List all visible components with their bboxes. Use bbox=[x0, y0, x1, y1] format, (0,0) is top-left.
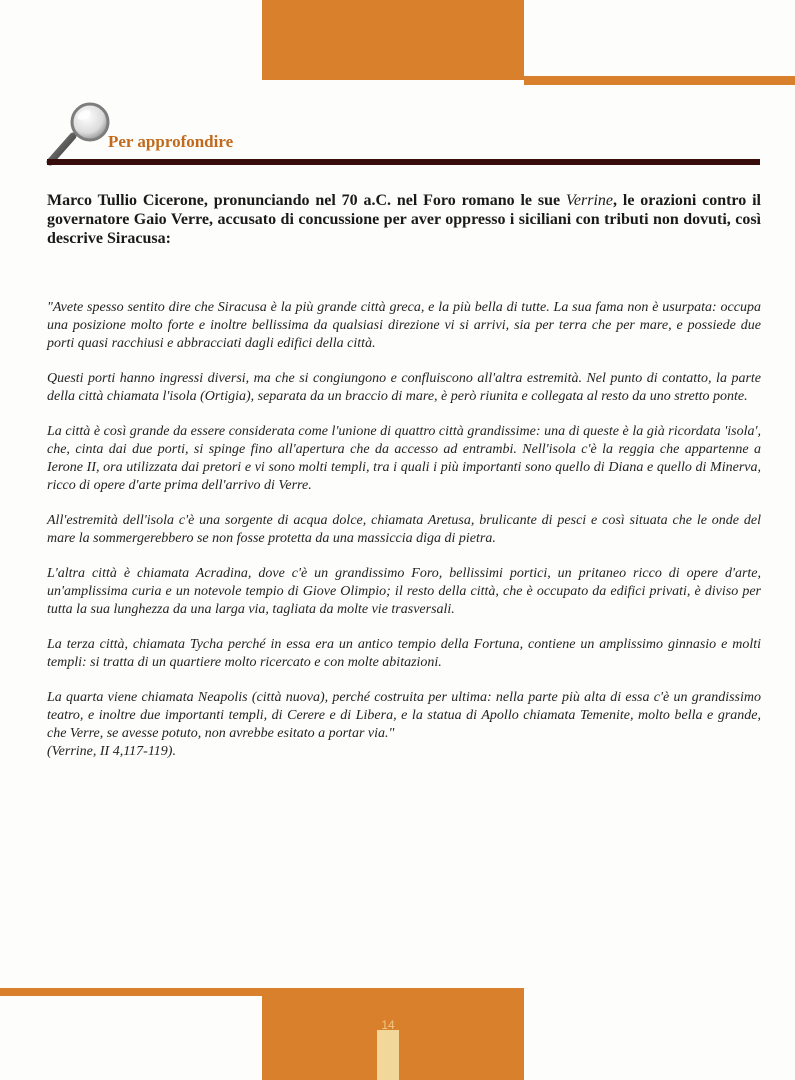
quote-paragraph: La terza città, chiamata Tycha perché in essa era un antico tempio della Fortuna, contiene un amplissimo ginnasio e molti templi: si tratta di un quartiere molto ricercato e con molte abitazioni. bbox=[47, 637, 761, 670]
quotation-block bbox=[47, 299, 761, 761]
page-number: 14 bbox=[381, 1018, 395, 1032]
page-number-tab bbox=[377, 1030, 399, 1080]
bottom-orange-line bbox=[0, 988, 262, 996]
section-divider bbox=[47, 159, 760, 165]
citation: (Verrine, II 4,117-119). bbox=[47, 744, 176, 759]
top-orange-block bbox=[262, 0, 524, 80]
top-orange-line bbox=[524, 76, 795, 85]
quote-paragraph: All'estremità dell'isola c'è una sorgente di acqua dolce, chiamata Aretusa, brulicante di pesci e così situata che le onde del mare la sommergerebbero se non fosse protetta da una massiccia diga di pietra. bbox=[47, 513, 761, 546]
quote-paragraph: La quarta viene chiamata Neapolis (città nuova), perché costruita per ultima: nella parte più alta di essa c'è un grandissimo teatro, e inoltre due importanti templi, di Cerere e di Libera, e la statua di Apollo chiamata Temenite, molto bella e grande, che Verre, se avesse potuto, non avrebbe esitato a portar via." bbox=[47, 690, 761, 741]
quote-paragraph: La città è così grande da essere considerata come l'unione di quattro città grandissime: una di queste è la già ricordata 'isola', che, cinta dai due porti, si spinge fino all'apertura che da accesso ad entrambi. Nell'isola c'è la reggia che appartenne a Ierone II, ora utilizzata dai pretori e vi sono molti templi, tra i quali i più importanti sono quello di Diana e quello di Minerva, ricco di opere d'arte prima dell'arrivo di Verre. bbox=[47, 424, 761, 493]
section-title: Per approfondire bbox=[108, 132, 234, 151]
magnifier-icon bbox=[45, 102, 115, 166]
intro-paragraph bbox=[47, 191, 761, 248]
intro-text-before: Marco Tullio Cicerone, pronunciando nel 70 a.C. nel Foro romano le sue bbox=[47, 192, 566, 209]
quote-paragraph: L'altra città è chiamata Acradina, dove c'è un grandissimo Foro, bellissimi portici, un pritaneo ricco di opere d'arte, un'amplissima curia e un notevole tempio di Giove Olimpio; il resto della città, che è occupato da edifici privati, è diviso per tutta la sua lunghezza da una larga via, tagliata da molte vie trasversali. bbox=[47, 566, 761, 617]
work-title: Verrine bbox=[565, 192, 614, 209]
quote-paragraph: Questi porti hanno ingressi diversi, ma che si congiungono e confluiscono all'altra estremità. Nel punto di contatto, la parte della città chiamata l'isola (Ortigia), separata da un braccio di mare, è però riunita e collegata al resto da uno stretto ponte. bbox=[47, 371, 761, 404]
quote-paragraph: "Avete spesso sentito dire che Siracusa è la più grande città greca, e la più bella di tutte. La sua fama non è usurpata: occupa una posizione molto forte e inoltre bellissima da qualsiasi direzione vi si arrivi, sia per terra che per mare, e possiede due porti quasi racchiusi e abbracciati dagli edifici della città. bbox=[47, 300, 761, 351]
intro-text-after: , le orazioni contro il governatore Gaio Verre, accusato di concussione per aver oppresso i siciliani con tributi non dovuti, così descrive Siracusa: bbox=[47, 192, 761, 247]
